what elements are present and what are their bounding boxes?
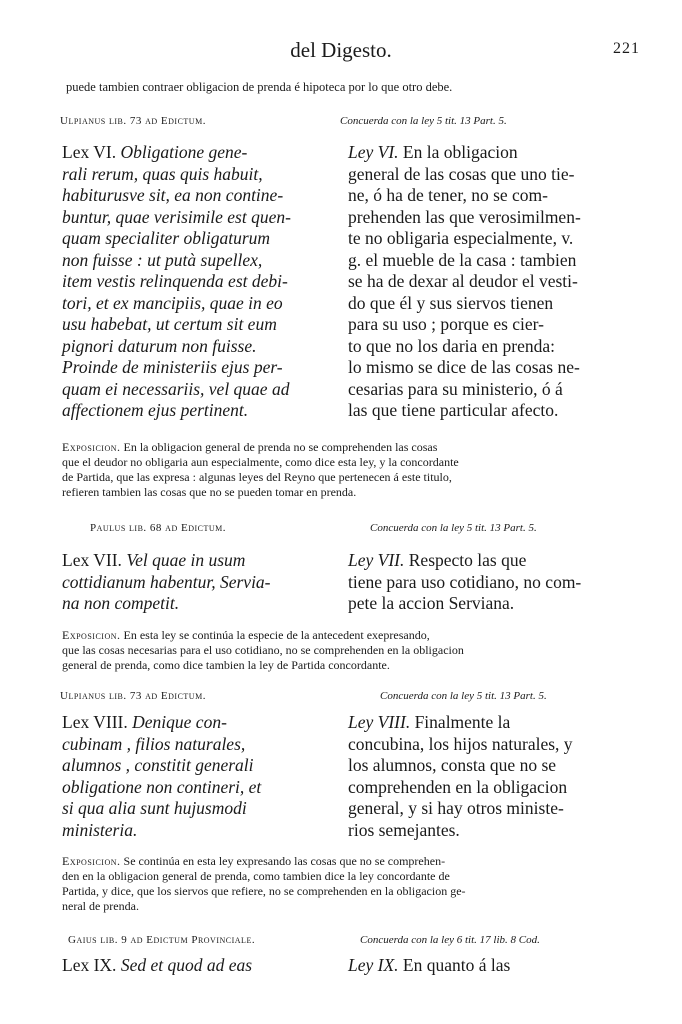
spanish-line: rios semejantes. xyxy=(348,819,460,840)
exposition-line: refieren tambien las cosas que no se pueden tomar en prenda. xyxy=(62,485,357,499)
exposition-line: En la obligacion general de prenda no se comprehenden las cosas xyxy=(120,440,438,454)
latin-line: quam specialiter obligaturum xyxy=(62,228,271,248)
spanish-line: los alumnos, consta que no se xyxy=(348,755,557,775)
latin-line: Proinde de ministeriis ejus per- xyxy=(62,357,283,377)
latin-line: habiturusve sit, ea non contine- xyxy=(62,185,284,205)
spanish-line: ne, ó ha de tener, no se com- xyxy=(348,185,548,205)
latin-line: cottidianum habentur, Servia- xyxy=(62,571,271,592)
exposition xyxy=(62,628,622,673)
source-left: Ulpianus lib. 73 ad Edictum. xyxy=(60,115,206,127)
law-number: Ley IX. xyxy=(348,955,399,975)
latin-line: Denique con- xyxy=(127,712,227,732)
latin-line: Obligatione gene- xyxy=(116,142,248,162)
exposition xyxy=(62,440,622,500)
latin-line: na non competit. xyxy=(62,593,180,613)
exposition-line: que el deudor no obligaria aun especialmente, como dice esta ley, y la concordante xyxy=(62,455,459,469)
spanish-line: Respecto las que xyxy=(404,550,527,570)
spanish-line: las que tiene particular afecto. xyxy=(348,400,559,420)
exposition-line: que las cosas necesarias para el uso cotidiano, no se comprehenden en la obligacion xyxy=(62,643,464,657)
source-right: Concuerda con la ley 5 tit. 13 Part. 5. xyxy=(340,115,507,127)
law-number: Lex IX. xyxy=(62,955,117,975)
spanish-line: g. el mueble de la casa : tambien xyxy=(348,249,577,270)
continuation-line: puede tambien contraer obligacion de prenda é hipoteca por lo que otro debe. xyxy=(66,80,453,94)
source-left: Gaius lib. 9 ad Edictum Provinciale. xyxy=(68,934,256,946)
latin-line: obligatione non contineri, et xyxy=(62,776,262,797)
latin-line: item vestis relinquenda est debi- xyxy=(62,271,288,291)
exposition-label: Exposicion. xyxy=(62,440,121,454)
spanish-line: pete la accion Serviana. xyxy=(348,593,515,613)
source-row xyxy=(60,690,620,706)
law-number: Lex VIII. xyxy=(62,712,128,732)
source-right: Concuerda con la ley 5 tit. 13 Part. 5. xyxy=(370,522,537,534)
page-header xyxy=(0,38,682,78)
source-right: Concuerda con la ley 5 tit. 13 Part. 5. xyxy=(380,690,547,702)
spanish-line: to que no los daria en prenda: xyxy=(348,335,556,356)
latin-line: ministeria. xyxy=(62,819,138,840)
spanish-line: prehenden las que verosimilmen- xyxy=(348,206,581,227)
law-number: Ley VIII. xyxy=(348,712,411,732)
latin-column xyxy=(62,955,337,977)
latin-line: quam ei necessariis, vel quae ad xyxy=(62,378,290,399)
latin-line: Vel quae in usum xyxy=(121,550,246,570)
latin-column xyxy=(62,550,337,615)
latin-column xyxy=(62,142,337,422)
latin-line: si qua alia sunt hujusmodi xyxy=(62,798,247,818)
spanish-line: Finalmente la xyxy=(410,712,511,732)
spanish-line: para su uso ; porque es cier- xyxy=(348,314,544,334)
latin-line: buntur, quae verisimile est quen- xyxy=(62,206,291,227)
spanish-line: En quanto á las xyxy=(398,955,511,975)
latin-line: cubinam , filios naturales, xyxy=(62,733,246,754)
source-left: Paulus lib. 68 ad Edictum. xyxy=(90,522,227,534)
latin-line: usu habebat, ut certum sit eum xyxy=(62,314,277,334)
spanish-line: do que él y sus siervos tienen xyxy=(348,292,554,313)
spanish-line: te no obligaria especialmente, v. xyxy=(348,228,574,248)
law-number: Ley VII. xyxy=(348,550,405,570)
latin-line: tori, et ex mancipiis, quae in eo xyxy=(62,292,283,313)
spanish-column xyxy=(348,550,628,615)
source-row xyxy=(60,115,620,131)
spanish-line: concubina, los hijos naturales, y xyxy=(348,733,573,754)
spanish-line: general de las cosas que uno tie- xyxy=(348,163,575,184)
source-left: Ulpianus lib. 73 ad Edictum. xyxy=(60,690,206,702)
exposition-line: Se continúa en esta ley expresando las cosas que no se comprehen- xyxy=(120,854,446,868)
spanish-line: se ha de dexar al deudor el vesti- xyxy=(348,271,578,291)
exposition-label: Exposicion. xyxy=(62,854,121,868)
running-head: del Digesto. xyxy=(290,38,392,62)
latin-line: non fuisse : ut putà supellex, xyxy=(62,249,263,270)
source-right: Concuerda con la ley 6 tit. 17 lib. 8 Cod. xyxy=(360,934,540,946)
latin-line: Sed et quod ad eas xyxy=(116,955,253,975)
spanish-line: comprehenden en la obligacion xyxy=(348,776,568,797)
source-row xyxy=(60,522,620,538)
spanish-line: cesarias para su ministerio, ó á xyxy=(348,378,563,399)
latin-line: alumnos , constitit generali xyxy=(62,755,254,775)
law-number: Lex VI. xyxy=(62,142,117,162)
spanish-column xyxy=(348,142,628,422)
law-number: Ley VI. xyxy=(348,142,399,162)
exposition-line: En esta ley se continúa la especie de la antecedent exepresando, xyxy=(120,628,430,642)
spanish-line: En la obligacion xyxy=(398,142,518,162)
law-number: Lex VII. xyxy=(62,550,122,570)
latin-line: rali rerum, quas quis habuit, xyxy=(62,163,263,184)
exposition-line: den en la obligacion general de prenda, como tambien dice la ley concordante de xyxy=(62,869,450,883)
exposition-line: de Partida, que las expresa : algunas leyes del Reyno que pertenecen á este titulo, xyxy=(62,470,452,484)
source-row xyxy=(60,934,620,950)
exposition-line: general de prenda, como dice tambien la ley de Partida concordante. xyxy=(62,658,390,672)
latin-line: affectionem ejus pertinent. xyxy=(62,400,249,420)
exposition-label: Exposicion. xyxy=(62,628,121,642)
latin-line: pignori daturum non fuisse. xyxy=(62,335,257,356)
exposition xyxy=(62,854,622,914)
spanish-column xyxy=(348,955,628,977)
spanish-line: tiene para uso cotidiano, no com- xyxy=(348,571,582,592)
page-number: 221 xyxy=(613,40,640,57)
spanish-column xyxy=(348,712,628,841)
exposition-line: neral de prenda. xyxy=(62,899,139,913)
exposition-line: Partida, y dice, que los siervos que refiere, no se comprehenden en la obligacion ge- xyxy=(62,884,466,898)
spanish-line: general, y si hay otros ministe- xyxy=(348,798,564,818)
spanish-line: lo mismo se dice de las cosas ne- xyxy=(348,357,580,377)
latin-column xyxy=(62,712,337,841)
